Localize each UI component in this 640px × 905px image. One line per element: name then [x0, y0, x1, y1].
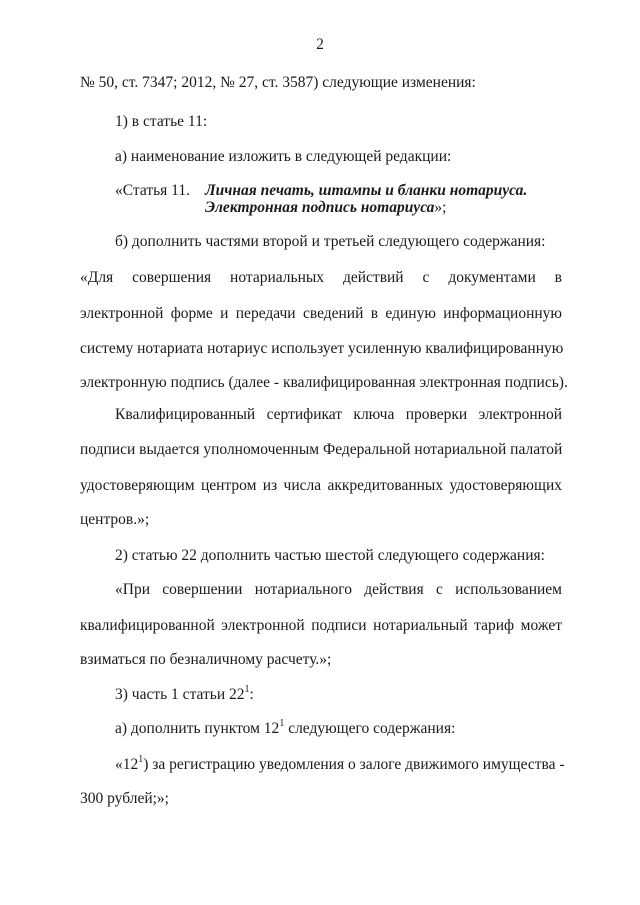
paragraph-line: электронной форме и передачи сведений в единую информационную [80, 305, 562, 322]
text-line [115, 755, 565, 774]
paragraph-line: квалифицированной электронной подписи нотариальный тариф может [80, 617, 562, 634]
text-line: а) наименование изложить в следующей редакции: [115, 148, 452, 165]
text-line [115, 719, 455, 738]
text-line: 1) в статье 11: [115, 113, 208, 130]
text-line: б) дополнить частями второй и третьей следующего содержания: [115, 233, 546, 250]
article-heading-suffix: »; [434, 199, 447, 216]
paragraph-line: центров.»; [80, 511, 150, 528]
paragraph-line: Квалифицированный сертификат ключа проверки электронной [115, 406, 562, 423]
article-heading-title-bold: Электронная подпись нотариуса [205, 199, 435, 216]
paragraph-line: «При совершении нотариального действия с использованием [115, 581, 562, 598]
article-heading-title-line1: Личная печать, штампы и бланки нотариуса. [205, 182, 528, 199]
superscript: 1 [244, 683, 250, 695]
article-heading-prefix: «Статья 11. [115, 182, 190, 199]
paragraph-line: электронную подпись (далее - квалифицированная электронная подпись). [80, 374, 568, 391]
paragraph-line: подписи выдается уполномоченным Федеральной нотариальной палатой [80, 441, 563, 458]
text-segment: «12 [115, 756, 139, 773]
text-segment: ) за регистрацию уведомления о залоге движимого имущества - [143, 756, 565, 773]
text-line: 2) статью 22 дополнить частью шестой следующего содержания: [115, 547, 545, 564]
article-heading-title-line2 [205, 198, 446, 217]
paragraph-line: взиматься по безналичному расчету.»; [80, 651, 332, 668]
text-line: № 50, ст. 7347; 2012, № 27, ст. 3587) следующие изменения: [80, 74, 476, 91]
paragraph-line: систему нотариата нотариус использует усиленную квалифицированную [80, 340, 564, 357]
superscript: 1 [138, 753, 144, 765]
text-segment: следующего содержания: [284, 720, 456, 737]
text-segment: а) дополнить пунктом 12 [115, 720, 280, 737]
paragraph-line: удостоверяющим центром из числа аккредитованных удостоверяющих [80, 477, 562, 494]
text-line [115, 685, 254, 704]
text-segment: : [249, 686, 254, 703]
text-line: 300 рублей;»; [80, 790, 169, 807]
page-number: 2 [316, 36, 324, 53]
superscript: 1 [279, 717, 285, 729]
text-segment: 3) часть 1 статьи 22 [115, 686, 245, 703]
paragraph-line: «Для совершения нотариальных действий с документами в [80, 269, 562, 286]
